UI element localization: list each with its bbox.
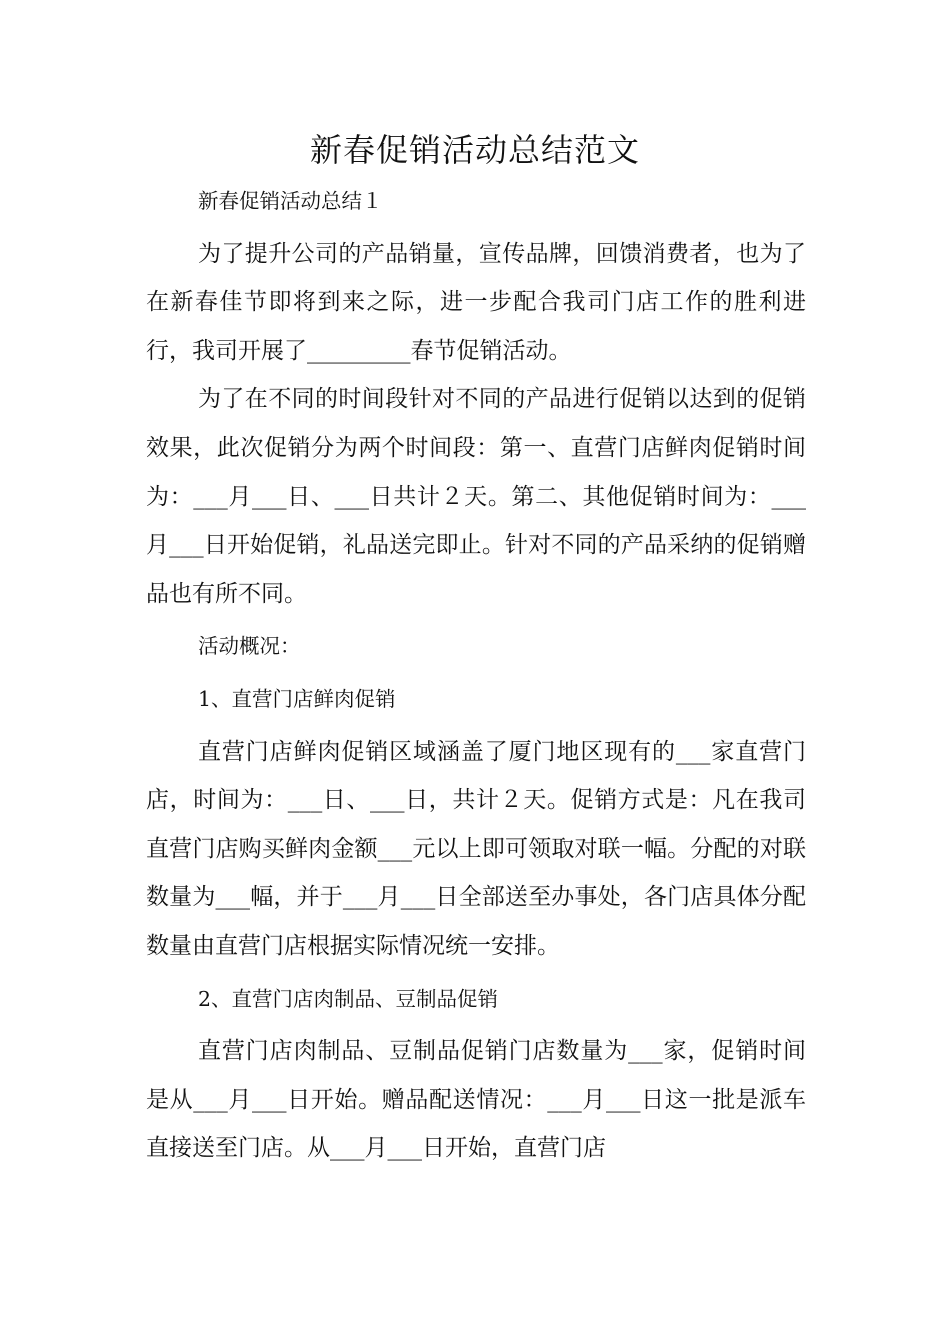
- summary-subtitle: 新春促销活动总结１: [198, 189, 383, 213]
- section-2-body: 直营门店肉制品、豆制品促销门店数量为___家，促销时间是从___月___日开始。赠品配送情况：___月___日这一批是派车直接送至门店。从___月___日开始，直营门店: [146, 1038, 806, 1162]
- overview-heading: 活动概况：: [198, 634, 301, 659]
- paragraph-intro: 为了提升公司的产品销量，宣传品牌，回馈消费者，也为了在新春佳节即将到来之际，进一步配合我司门店工作的胜利进行，我司开展了_________春节促销活动。: [146, 240, 806, 364]
- section-2-heading: 2、直营门店肉制品、豆制品促销: [198, 986, 499, 1011]
- paragraph-time-periods: 为了在不同的时间段针对不同的产品进行促销以达到的促销效果，此次促销分为两个时间段：第一、直营门店鲜肉促销时间为：___月___日、___日共计２天。第二、其他促销时间为：___月___日开始促销，礼品送完即止。针对不同的产品采纳的促销赠品也有所不同。: [146, 386, 806, 607]
- section-1-heading: 1、直营门店鲜肉促销: [198, 686, 396, 711]
- document-title: 新春促销活动总结范文: [309, 131, 640, 169]
- section-1-body: 直营门店鲜肉促销区域涵盖了厦门地区现有的___家直营门店，时间为：___日、___日，共计２天。促销方式是：凡在我司直营门店购买鲜肉金额___元以上即可领取对联一幅。分配的对联数量为___幅，并于___月___日全部送至办事处，各门店具体分配数量由直营门店根据实际情况统一安排。: [146, 738, 806, 959]
- document-body: [146, 177, 806, 1173]
